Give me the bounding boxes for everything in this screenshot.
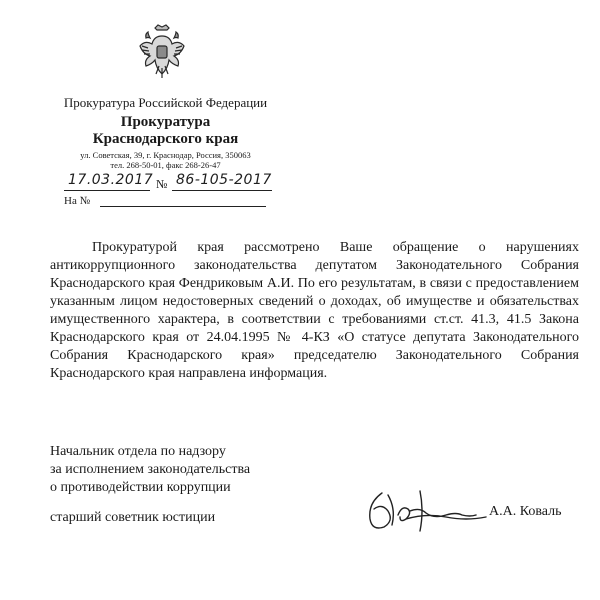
office-phones: тел. 268-50-01, факс 268-26-47: [110, 160, 221, 170]
reply-to-label: На №: [64, 195, 91, 207]
date-underline: [64, 190, 150, 191]
signer-name: А.А. Коваль: [489, 504, 562, 519]
signer-position-line1: Начальник отдела по надзору: [50, 444, 226, 459]
handwritten-signature: [360, 485, 510, 537]
letter-number: 86-105-2017: [176, 172, 272, 188]
signer-position-line2: за исполнением законодательства: [50, 462, 251, 477]
number-underline: [172, 190, 272, 191]
reply-to-underline: [100, 206, 266, 207]
signer-position-line3: о противодействии коррупции: [50, 480, 231, 495]
office-address: ул. Советская, 39, г. Краснодар, Россия, 350063: [80, 150, 251, 160]
letter-body: Прокуратурой края рассмотрено Ваше обращение о нарушениях антикоррупционного законодательства депутатом Законодательного Собрания Краснодарского края Фендриковым А.И. По его результатам, в связи с предоставлением указанным лицом недостоверных сведений о доходах, об имуществе и обязательствах имущественного характера, в соответствии с требованиями ст.ст. 41.3, 41.5 Закона Краснодарского края от 24.04.1995 № 4-КЗ «О статусе депутата Законодательного Собрания Краснодарского края» председателю Законодательного Собрания Краснодарского края направлена информация.: [50, 240, 579, 381]
letter-date: 17.03.2017: [68, 172, 154, 188]
office-title: Прокуратура: [120, 114, 211, 130]
office-region: Краснодарского края: [92, 131, 239, 147]
ministry-name: Прокуратура Российской Федерации: [63, 95, 268, 110]
signer-rank: старший советник юстиции: [50, 510, 216, 525]
double-headed-eagle-icon: [138, 22, 186, 82]
number-sign: №: [156, 177, 168, 191]
